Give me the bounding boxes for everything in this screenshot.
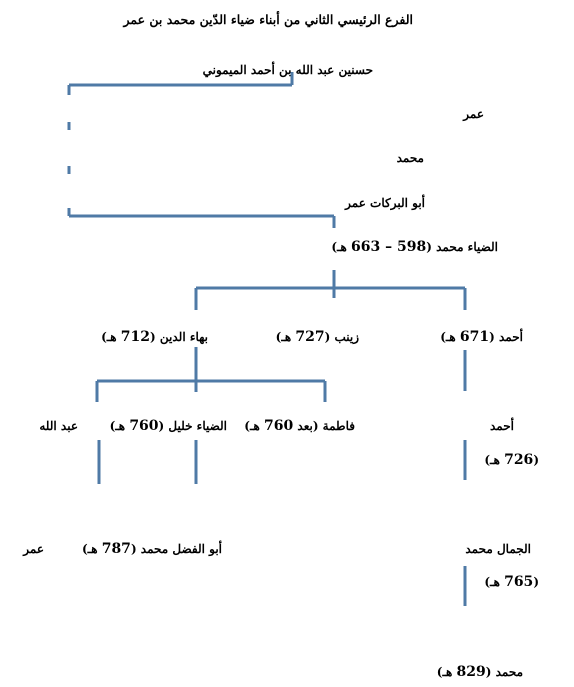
years-label: 787 (101, 541, 131, 557)
node-umar-2: عمر (23, 542, 44, 556)
paren-open: ( (533, 575, 539, 589)
name-label: محمد ( (485, 665, 523, 679)
node-muhammad-2 (437, 664, 523, 680)
node-abdullah: عبد الله (39, 419, 78, 433)
node-abu-al-barakat-umar: أبو البركات عمر (345, 196, 425, 210)
name-label: أحمد ( (489, 330, 523, 344)
node-umar-1: عمر (463, 107, 484, 121)
years-label: 671 (459, 329, 490, 345)
hijri-suffix: هـ) (440, 330, 460, 344)
hijri-suffix: هـ) (436, 665, 457, 679)
hijri-suffix: هـ) (109, 419, 130, 433)
name-label: أبو الفضل محمد ( (130, 542, 222, 556)
hijri-suffix: هـ) (244, 419, 264, 433)
node-ahmad-2: أحمد (490, 419, 514, 433)
years-label: 726 (504, 452, 534, 468)
hijri-suffix: هـ) (82, 542, 102, 556)
node-fatima (244, 418, 355, 434)
years-label: 760 (263, 418, 294, 434)
node-zaynab (276, 329, 359, 345)
name-label: الضياء خليل ( (158, 419, 227, 433)
hijri-suffix: هـ) (101, 330, 121, 344)
hijri-suffix: هـ) (275, 330, 296, 344)
node-muhammad-1: محمد (396, 151, 424, 165)
node-ahmad-2-years (484, 452, 539, 468)
node-al-diya-khalil (110, 418, 227, 434)
years-label: 765 (504, 574, 534, 590)
node-baha-al-din (101, 329, 208, 345)
hijri-suffix: هـ) (484, 575, 505, 589)
years-label: 727 (295, 329, 325, 345)
years-label: 598 – 663 (351, 239, 427, 255)
node-al-diya-muhammad (331, 239, 498, 255)
node-al-jamal-muhammad-years (484, 574, 539, 590)
node-ahmad-1 (440, 329, 523, 345)
hijri-suffix: هـ) (484, 453, 505, 467)
hijri-suffix: هـ) (331, 240, 352, 254)
diagram-title: الفرع الرئيسي الثاني من أبناء ضياء الدّين محمد بن عمر (123, 12, 413, 27)
years-label: 760 (129, 418, 159, 434)
name-label: الضياء محمد ( (426, 240, 498, 254)
name-label: بهاء الدين ( (150, 330, 208, 344)
name-label: فاطمة (بعد (293, 419, 355, 433)
node-hasanayn: حسنين عبد الله بن أحمد الميموني (202, 63, 373, 77)
name-label: زينب ( (324, 330, 359, 344)
years-label: 712 (120, 329, 151, 345)
node-abu-al-fadl-muhammad (82, 541, 222, 557)
paren-open: ( (533, 453, 539, 467)
years-label: 829 (456, 664, 486, 680)
node-al-jamal-muhammad: الجمال محمد (465, 542, 531, 556)
